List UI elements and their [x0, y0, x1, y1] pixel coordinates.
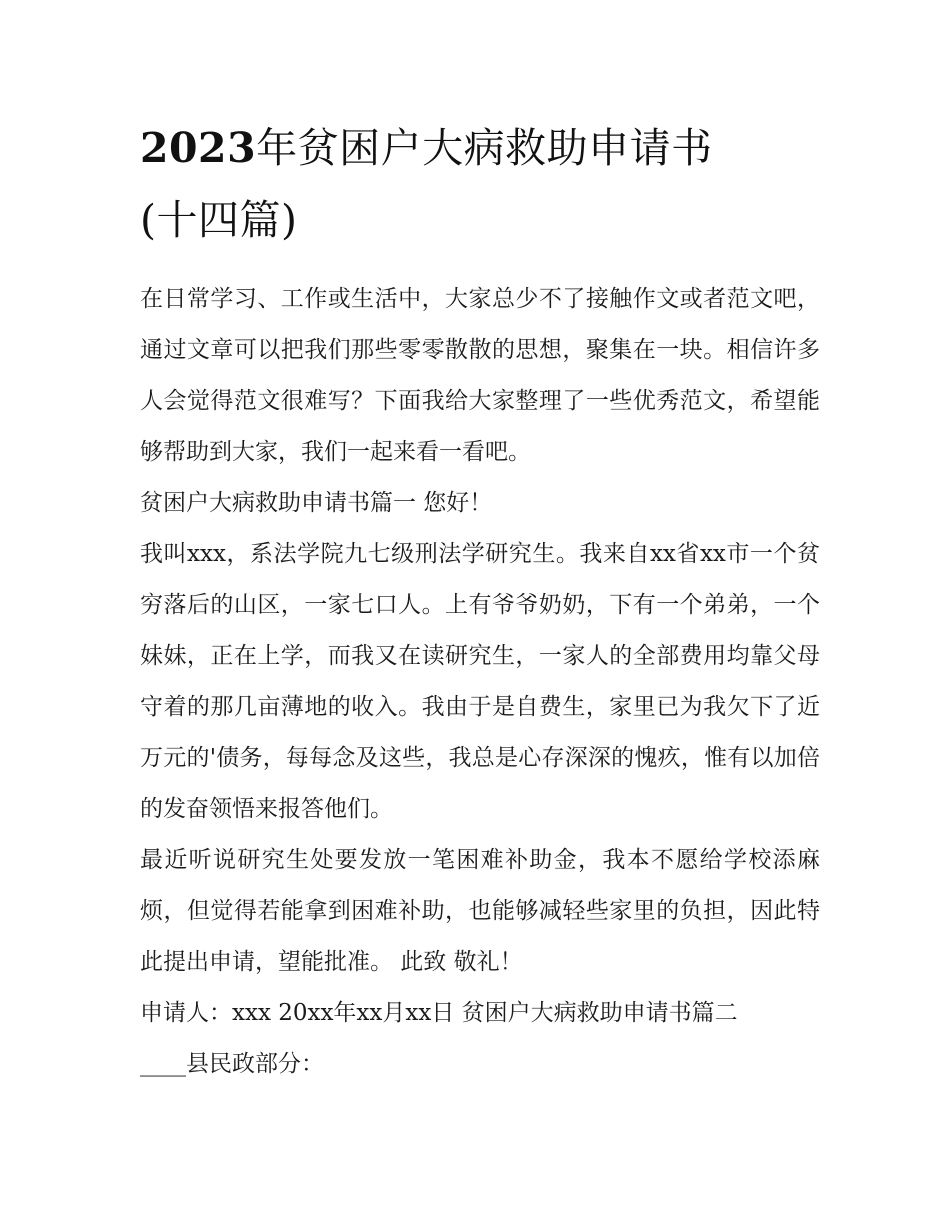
title-subtitle: (十四篇) [140, 196, 298, 244]
paragraph-signature: 申请人：xxx 20xx年xx月xx日 贫困户大病救助申请书篇二 [140, 1000, 738, 1026]
title-year: 2023 [140, 124, 257, 172]
paragraph-heading-one: 贫困户大病救助申请书篇一 您好！ [140, 490, 493, 516]
document-title [140, 112, 820, 256]
paragraph-intro: 在日常学习、工作或生活中，大家总少不了接触作文或者范文吧，通过文章可以把我们那些零零散散的思想，聚集在一块。相信许多人会觉得范文很难写？下面我给大家整理了一些优秀范文，希望能够帮助到大家，我们一起来看一看吧。 [140, 286, 820, 465]
document-content [140, 112, 820, 1090]
paragraph-recipient: ____县民政部分： [140, 1051, 324, 1077]
document-body [140, 274, 820, 1090]
paragraph-applicant-background: 我叫xxx，系法学院九七级刑法学研究生。我来自xx省xx市一个贫穷落后的山区，一家七口人。上有爷爷奶奶，下有一个弟弟，一个妹妹，正在上学，而我又在读研究生，一家人的全部费用均靠父母守着的那几亩薄地的收入。我由于是自费生，家里已为我欠下了近万元的'债务，每每念及这些，我总是心存深深的愧疚，惟有以加倍的发奋领悟来报答他们。 [140, 541, 820, 822]
paragraph-request: 最近听说研究生处要发放一笔困难补助金，我本不愿给学校添麻烦，但觉得若能拿到困难补助，也能够减轻些家里的负担，因此特此提出申请，望能批准。 此致 敬礼！ [140, 847, 820, 975]
title-text: 年贫困户大病救助申请书 [256, 124, 713, 172]
